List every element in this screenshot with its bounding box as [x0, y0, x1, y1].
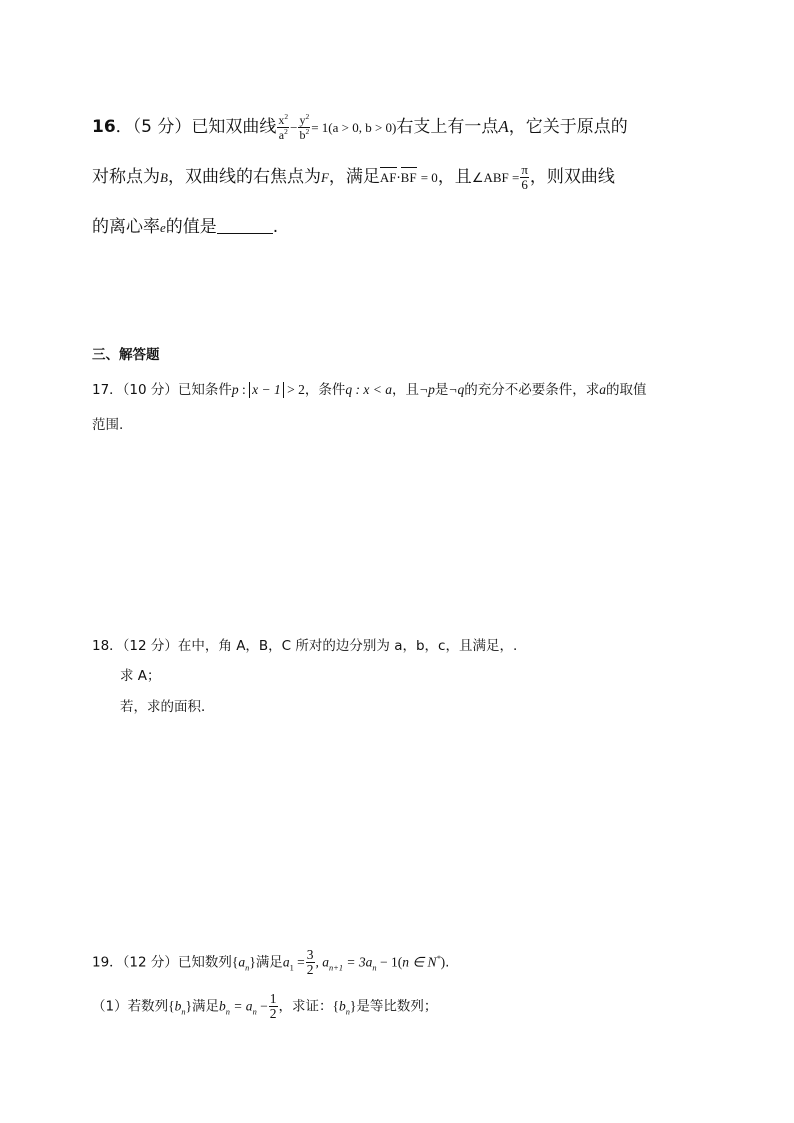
vector-bf: BF [400, 170, 417, 185]
q19-line1: 19．（12 分）已知数列$\{a_n\}$满足$a_1$ = $\frac{3}{2}$ , $a_{n+1} = 3a_n - 1(n$ ∈ N*). [92, 947, 450, 978]
q16-line2: 对称点为B，双曲线的右焦点为F，满足AF·BF = 0，且∠ABF = $\frac{\pi}{6}$ ，则双曲线 [92, 161, 615, 192]
q19-part1: （1）若数列$\{b_n\}$满足$b_n = a_n$ − $\frac{1}{2}$ ，求证：$\{b_n\}$是等比数列； [92, 991, 438, 1022]
frac-1-2: $\frac{1}{2}$ [269, 991, 277, 1022]
q18-line2: 求 A； [120, 668, 161, 684]
frac-pi-6: $\frac{\pi}{6}$ [521, 161, 528, 192]
frac-y2-b2: $\frac{y^2}{b^2}$ [299, 111, 310, 142]
q18-line1: 18．（12 分）在中，角 A，B，C 所对的边分别为 a，b，c，且满足，. [92, 638, 518, 654]
frac-3-2: $\frac{3}{2}$ [306, 947, 314, 978]
q16-line1: 16．（5 分）已知双曲线 $\frac{x^2}{a^2}$ − $\frac{y^2}{b^2}$ = 1(a > 0, b > 0)右支上有一点A，它关于原点的 [92, 111, 628, 142]
abs-value-expr: x − 1 [249, 382, 284, 398]
q17-line2: 范围. [92, 417, 124, 433]
frac-x2-a2: $\frac{x^2}{a^2}$ [278, 111, 289, 142]
q16-line3: 的离心率e的值是 . [92, 217, 279, 237]
vector-af: AF [379, 170, 397, 185]
q16-number: 16 [92, 117, 116, 137]
q17-line1: 17．（10 分）已知条件p : x − 1 > 2，条件q : x < a，且¬p是¬q的充分不必要条件，求a的取值 [92, 382, 647, 398]
answer-blank [217, 219, 273, 234]
q18-line3: 若，求的面积． [120, 699, 215, 715]
section-title: 三、解答题 [92, 347, 160, 363]
